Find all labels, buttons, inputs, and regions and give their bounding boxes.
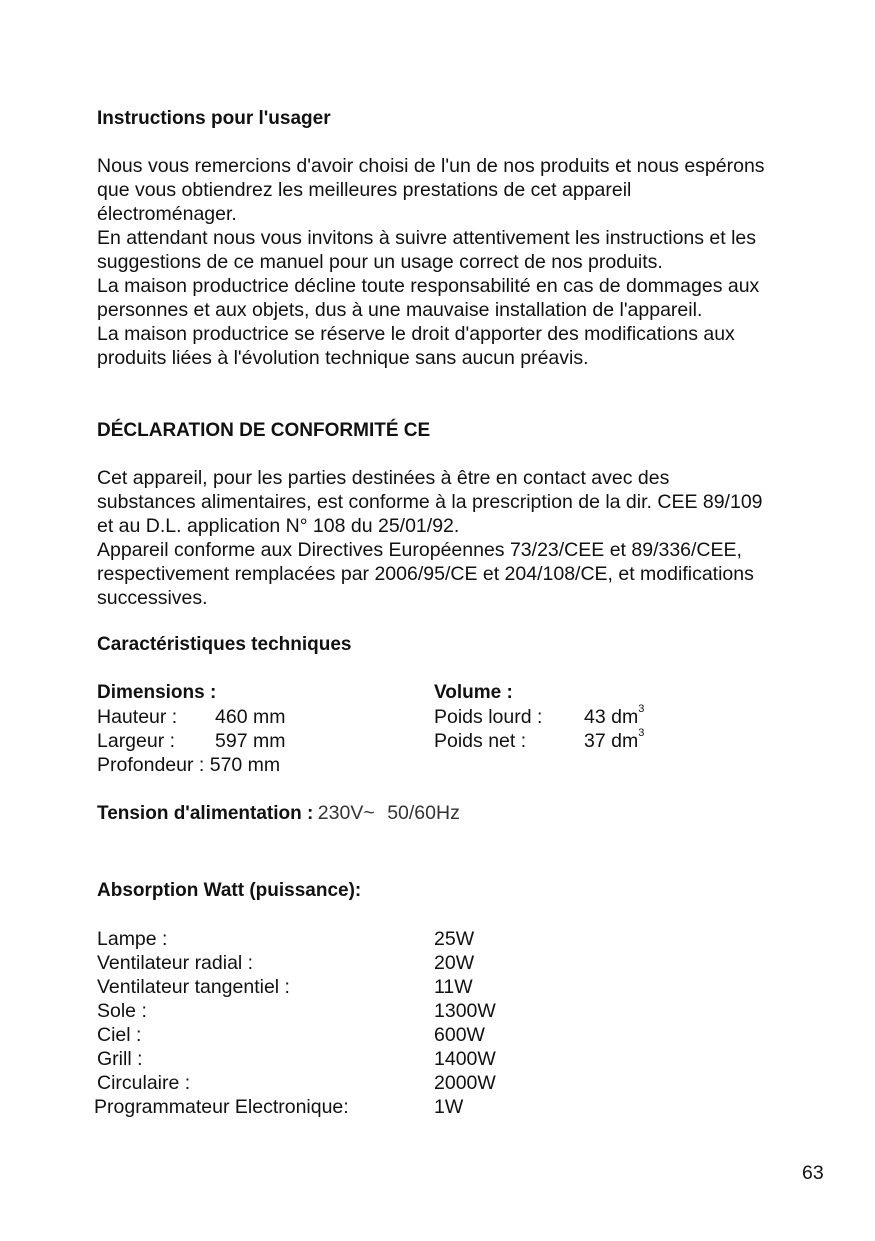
text-line: Nous vous remercions d'avoir choisi de l'un de nos produits et nous espérons (97, 155, 765, 177)
text-line: que vous obtiendrez les meilleures prestations de cet appareil (97, 179, 632, 201)
text-line: Cet appareil, pour les parties destinées à être en contact avec des (97, 467, 670, 489)
gross-weight-value (584, 703, 645, 729)
text-line: La maison productrice décline toute responsabilité en cas de dommages aux (97, 275, 760, 297)
gross-weight-label: Poids lourd : (434, 706, 543, 728)
absorption-value: 2000W (434, 1072, 496, 1094)
exponent: 3 (638, 703, 645, 715)
dimensions-label: Dimensions : (97, 682, 217, 703)
absorption-value: 20W (434, 952, 475, 974)
absorption-label: Ventilateur radial : (97, 952, 254, 974)
text-line: personnes et aux objets, dus à une mauvaise installation de l'appareil. (97, 299, 703, 321)
absorption-label: Grill : (97, 1048, 143, 1070)
absorption-value: 11W (434, 976, 473, 998)
volume-label: Volume : (434, 682, 513, 703)
height-label: Hauteur : (97, 706, 178, 728)
absorption-label: Ciel : (97, 1024, 142, 1046)
declaration-heading: DÉCLARATION DE CONFORMITÉ CE (97, 420, 431, 441)
exponent: 3 (638, 727, 645, 739)
voltage-label: Tension d'alimentation : (97, 803, 314, 824)
depth-text: Profondeur : 570 mm (97, 754, 281, 776)
text-line: et au D.L. application N° 108 du 25/01/92. (97, 515, 460, 537)
absorption-value: 1400W (434, 1048, 496, 1070)
absorption-label: Sole : (97, 1000, 147, 1022)
text-line: substances alimentaires, est conforme à la prescription de la dir. CEE 89/109 (97, 491, 763, 513)
text-line: respectivement remplacées par 2006/95/CE et 204/108/CE, et modifications (97, 563, 754, 585)
net-weight-label: Poids net : (434, 730, 527, 752)
text-line: suggestions de ce manuel pour un usage correct de nos produits. (97, 251, 663, 273)
width-value: 597 mm (215, 730, 286, 752)
absorption-label: Programmateur Electronique: (94, 1096, 349, 1118)
net-value-text: 37 dm (584, 730, 639, 752)
absorption-value: 1300W (434, 1000, 496, 1022)
specs-heading: Caractéristiques techniques (97, 634, 352, 655)
absorption-heading: Absorption Watt (puissance): (97, 880, 362, 901)
voltage-line (97, 802, 460, 825)
page-number: 63 (802, 1162, 824, 1184)
absorption-value: 25W (434, 928, 475, 950)
text-line: produits liées à l'évolution technique sans aucun préavis. (97, 347, 589, 369)
height-value: 460 mm (215, 706, 286, 728)
text-line: Appareil conforme aux Directives Européennes 73/23/CEE et 89/336/CEE, (97, 539, 742, 561)
absorption-value: 1W (434, 1096, 464, 1118)
frequency-value: 50/60Hz (387, 802, 460, 824)
width-label: Largeur : (97, 730, 176, 752)
absorption-label: Circulaire : (97, 1072, 191, 1094)
text-line: successives. (97, 587, 208, 609)
text-line: En attendant nous vous invitons à suivre attentivement les instructions et les (97, 227, 757, 249)
net-weight-value (584, 727, 645, 753)
text-line: La maison productrice se réserve le droit d'apporter des modifications aux (97, 323, 735, 345)
absorption-label: Lampe : (97, 928, 168, 950)
absorption-label: Ventilateur tangentiel : (97, 976, 290, 998)
voltage-value: 230V~ (317, 802, 375, 824)
instructions-heading: Instructions pour l'usager (97, 108, 331, 129)
text-line: électroménager. (97, 203, 237, 225)
absorption-value: 600W (434, 1024, 485, 1046)
gross-value-text: 43 dm (584, 706, 639, 728)
